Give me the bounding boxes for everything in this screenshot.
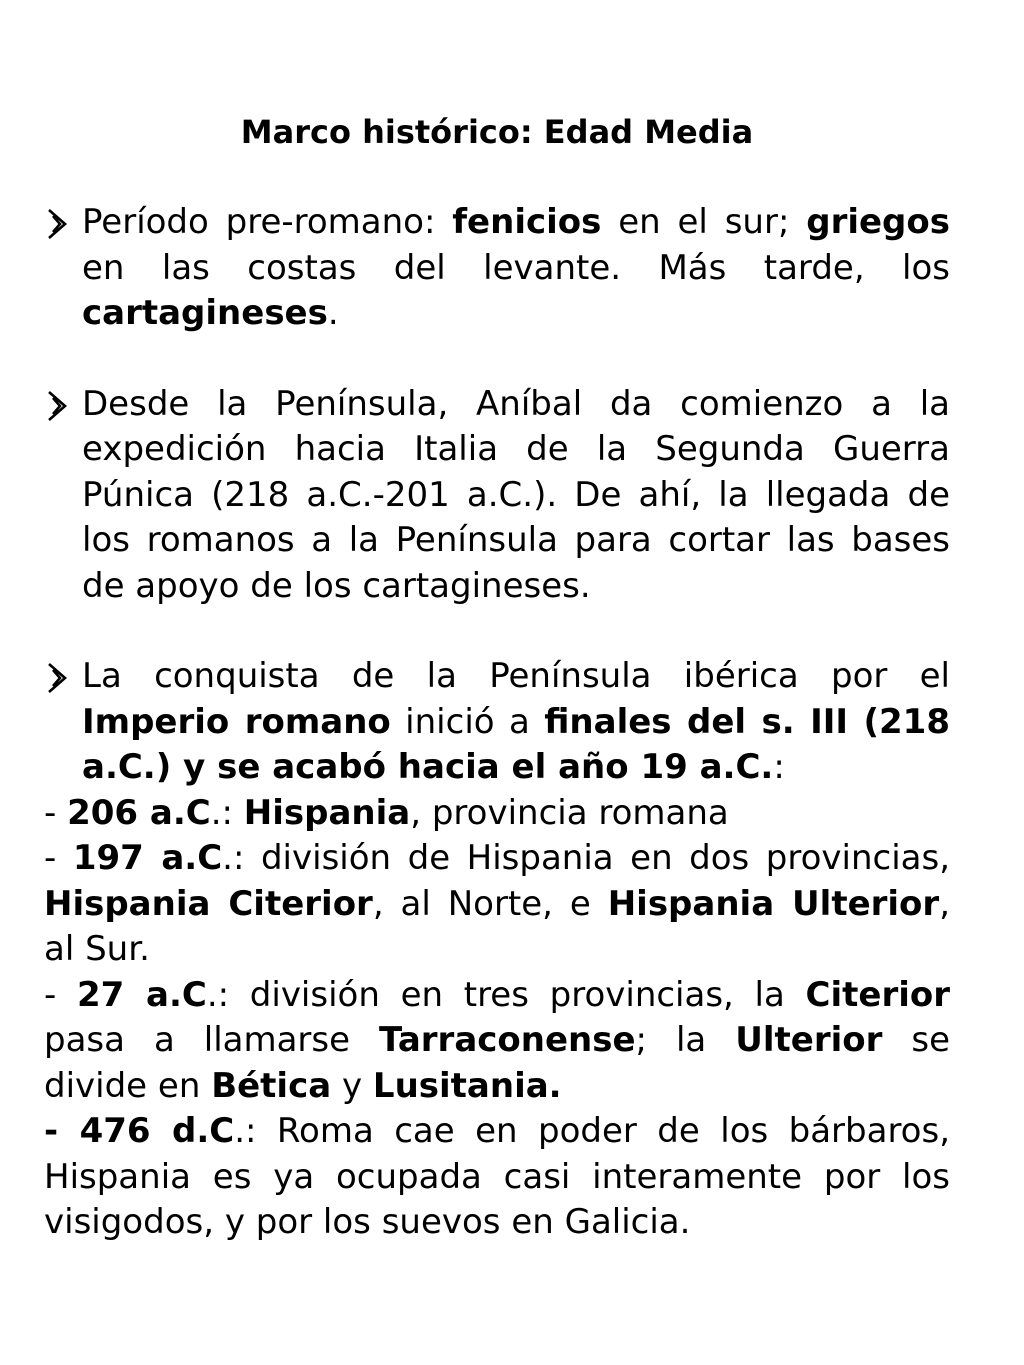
bold-text: Hispania Citerior: [44, 883, 373, 924]
bold-text: cartagineses: [82, 293, 328, 333]
text: , al Sur.: [44, 883, 950, 969]
arrow-bullet-icon: [44, 200, 74, 245]
text: Desde la Península, Aníbal da comienzo a la expedición hacia Italia de la Segunda Guerra Púnica (218 a.C.-201 a.C.). De ahí, la llegada de los romanos a la Península para cortar las bases de apoyo de los cartagineses.: [82, 383, 950, 606]
text: La conquista de la Península ibérica por el: [82, 656, 950, 696]
text: :: [773, 747, 785, 787]
text: .: división en tres provincias, la: [206, 974, 806, 1015]
bold-text: 206 a.C: [67, 792, 211, 833]
text: Período pre-romano:: [82, 202, 453, 242]
bold-text: - 476 d.C: [44, 1111, 235, 1151]
timeline-item-197: [44, 836, 950, 973]
page-title: Marco histórico: Edad Media: [240, 113, 754, 151]
bold-text: griegos: [806, 202, 950, 242]
bold-text: Bética: [211, 1065, 332, 1106]
text: en el sur;: [601, 202, 807, 242]
text: .: [327, 293, 339, 333]
bold-text: Hispania Ulterior: [607, 883, 940, 924]
text: -: [44, 838, 73, 878]
text: se divide en: [44, 1020, 950, 1106]
arrow-bullet-icon: [44, 654, 74, 699]
bold-text: fenicios: [452, 202, 602, 242]
bold-text: Lusitania.: [372, 1065, 562, 1106]
bold-text: Imperio romano: [82, 701, 391, 742]
bold-text: Ulterior: [735, 1020, 883, 1060]
text: , al Norte, e: [372, 883, 608, 924]
text: , provincia romana: [410, 792, 729, 833]
arrow-bullet-icon: [44, 382, 74, 427]
text: .:: [210, 792, 244, 833]
text: pasa a llamarse: [44, 1020, 380, 1060]
bold-text: 27 a.C: [76, 974, 207, 1015]
bold-text: 197 a.C: [72, 838, 223, 878]
text: en las costas del levante. Más tarde, los: [82, 247, 950, 288]
text: -: [44, 974, 77, 1015]
text: .: Roma cae en poder de los bárbaros, Hispania es ya ocupada casi interamente por los visigodos, y por los suevos en Galicia.: [44, 1111, 951, 1242]
bullet-pre-roman: [44, 200, 950, 337]
text: y: [331, 1065, 373, 1106]
bullet-roman-conquest: [44, 654, 950, 791]
text: ; la: [635, 1020, 736, 1060]
bullet-hannibal: [44, 382, 950, 610]
text: inició a: [390, 701, 545, 742]
bold-text: Citerior: [805, 974, 951, 1015]
bold-text: finales del s. III (218 a.C.) y se acabó hacia el año 19 a.C.: [82, 701, 950, 787]
bold-text: Tarraconense: [379, 1020, 636, 1060]
timeline-item-27: [44, 973, 950, 1110]
bold-text: Hispania: [243, 792, 411, 833]
text: -: [44, 792, 68, 833]
text: .: división de Hispania en dos provincias,: [222, 838, 951, 878]
timeline-item-206: [44, 791, 950, 837]
timeline-item-476: [44, 1109, 950, 1246]
document-page: [44, 108, 950, 1246]
